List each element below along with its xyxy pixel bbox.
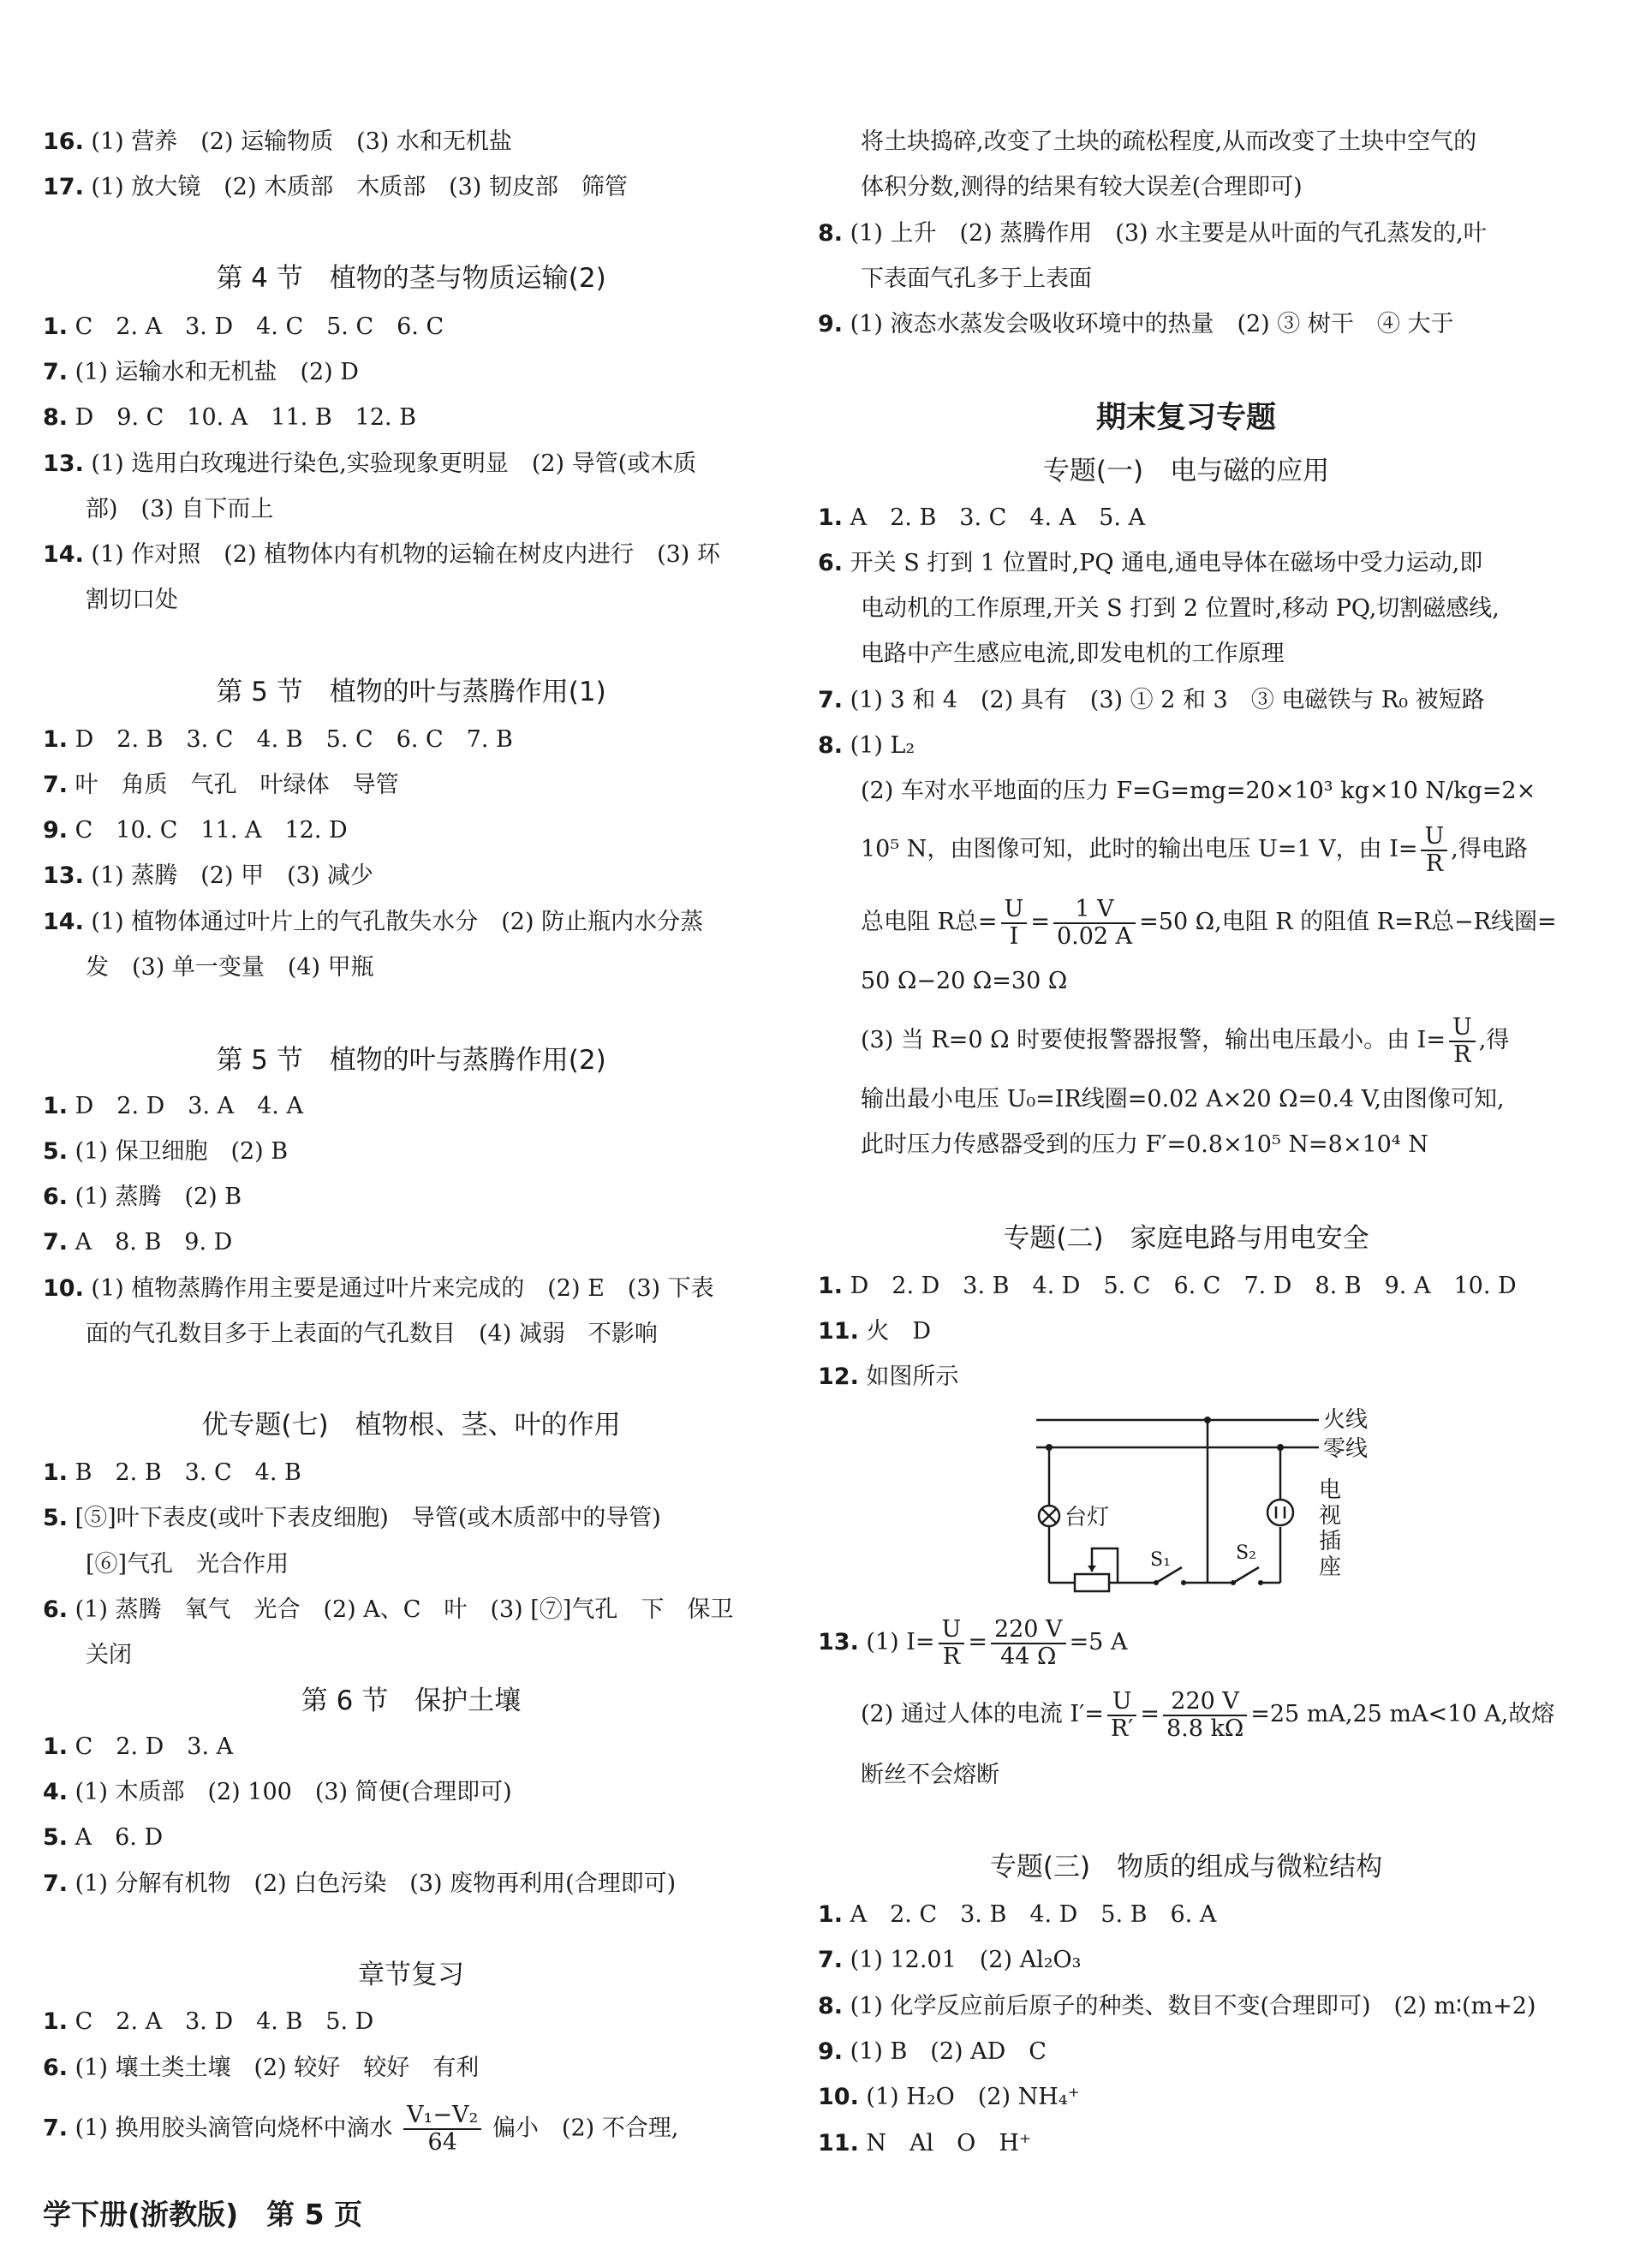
junction-dot bbox=[1204, 1417, 1211, 1423]
answer-line: [⑥]气孔 光合作用 bbox=[86, 1551, 289, 1578]
question-number: 1. bbox=[43, 1093, 69, 1119]
text-span: 偏小 (2) 不合理, bbox=[492, 2115, 679, 2142]
question-number: 5. bbox=[43, 1138, 69, 1165]
question-number: 9. bbox=[818, 2038, 844, 2065]
answer-line: 断丝不会熔断 bbox=[861, 1762, 999, 1788]
answer-line: 8. (1) L₂ bbox=[818, 732, 915, 759]
rheostat-icon bbox=[1075, 1574, 1109, 1591]
answer-line: 5. A 6. D bbox=[43, 1824, 164, 1851]
question-number: 17. bbox=[43, 174, 84, 200]
denominator: R bbox=[1425, 850, 1444, 877]
switch-contact-dot bbox=[1258, 1580, 1263, 1585]
answer-line: 1. D 2. D 3. B 4. D 5. C 6. C 7. D 8. B 9. A 10. D bbox=[818, 1273, 1517, 1299]
junction-dot bbox=[1277, 1444, 1284, 1451]
question-number: 1. bbox=[43, 313, 69, 340]
fraction bbox=[1001, 897, 1028, 950]
fraction bbox=[939, 1617, 965, 1670]
household-circuit-diagram bbox=[1023, 1403, 1375, 1602]
question-number: 5. bbox=[43, 1505, 69, 1531]
section-heading: 专题(三) 物质的组成与微粒结构 bbox=[989, 1852, 1383, 1882]
question-number: 6. bbox=[43, 1184, 69, 1210]
answer-line: 4. (1) 木质部 (2) 100 (3) 简便(合理即可) bbox=[43, 1779, 512, 1805]
question-number: 8. bbox=[818, 220, 844, 247]
text-span: 13. (1) I= bbox=[818, 1629, 935, 1656]
answer-line: 13. (1) 选用白玫瑰进行染色,实验现象更明显 (2) 导管(或木质 bbox=[43, 450, 697, 477]
question-number: 1. bbox=[43, 1459, 69, 1486]
answer-line: 下表面气孔多于上表面 bbox=[861, 265, 1092, 292]
question-number: 11. bbox=[818, 1318, 859, 1345]
fraction bbox=[991, 1617, 1066, 1670]
answer-line bbox=[861, 1687, 1554, 1742]
answer-line: 体积分数,测得的结果有较大误差(合理即可) bbox=[861, 174, 1303, 200]
numerator: U bbox=[939, 1617, 965, 1644]
answer-line: 16. (1) 营养 (2) 运输物质 (3) 水和无机盐 bbox=[43, 128, 512, 155]
section-heading: 专题(一) 电与磁的应用 bbox=[1042, 456, 1330, 486]
answer-line: 电路中产生感应电流,即发电机的工作原理 bbox=[861, 641, 1285, 667]
answer-line: 1. C 2. A 3. D 4. B 5. D bbox=[43, 2008, 374, 2035]
tv-socket-label: 插 bbox=[1319, 1529, 1342, 1554]
answer-line bbox=[818, 1615, 1127, 1670]
answer-line: 9. C 10. C 11. A 12. D bbox=[43, 817, 348, 844]
answer-line: 1. C 2. A 3. D 4. C 5. C 6. C bbox=[43, 313, 444, 340]
question-number: 5. bbox=[43, 1824, 69, 1851]
question-number: 11. bbox=[818, 2130, 859, 2157]
question-number: 7. bbox=[43, 772, 69, 798]
answer-line: 7. 叶 角质 气孔 叶绿体 导管 bbox=[43, 772, 399, 798]
numerator: U bbox=[1001, 897, 1028, 924]
answer-line: 11. 火 D bbox=[818, 1318, 932, 1345]
answer-line: 6. 开关 S 打到 1 位置时,PQ 通电,通电导体在磁场中受力运动,即 bbox=[818, 550, 1483, 576]
question-number: 7. bbox=[818, 687, 844, 713]
answer-line: 1. B 2. B 3. C 4. B bbox=[43, 1459, 301, 1486]
junction-dot bbox=[1046, 1444, 1053, 1451]
question-number: 13. bbox=[818, 1629, 859, 1656]
question-number: 6. bbox=[43, 2055, 69, 2081]
numerator: U bbox=[1107, 1689, 1136, 1716]
text-span: =5 A bbox=[1069, 1629, 1128, 1656]
section-heading: 专题(二) 家庭电路与用电安全 bbox=[1003, 1223, 1369, 1254]
question-number: 13. bbox=[43, 862, 84, 889]
fraction bbox=[403, 2103, 481, 2156]
numerator: V₁−V₂ bbox=[403, 2103, 481, 2130]
text-span: (2) 通过人体的电流 I′= bbox=[861, 1701, 1104, 1727]
text-span: = bbox=[1030, 909, 1050, 935]
answer-line: 5. [⑤]叶下表皮(或叶下表皮细胞) 导管(或木质部中的导管) bbox=[43, 1505, 661, 1531]
question-number: 9. bbox=[43, 817, 69, 844]
fraction bbox=[1421, 824, 1447, 877]
answer-line bbox=[861, 895, 1557, 950]
text-span: = bbox=[1140, 1701, 1160, 1727]
question-number: 8. bbox=[818, 1993, 844, 2019]
fraction bbox=[1107, 1689, 1136, 1742]
denominator: I bbox=[1009, 922, 1019, 950]
question-number: 1. bbox=[818, 504, 844, 531]
answer-line: 17. (1) 放大镜 (2) 木质部 木质部 (3) 韧皮部 筛管 bbox=[43, 174, 628, 200]
answer-line: 9. (1) 液态水蒸发会吸收环境中的热量 (2) ③ 树干 ④ 大于 bbox=[818, 311, 1454, 337]
denominator: 0.02 A bbox=[1056, 922, 1133, 950]
numerator: 220 V bbox=[991, 1617, 1066, 1644]
text-span: 总电阻 R总= bbox=[861, 909, 998, 935]
numerator: U bbox=[1449, 1015, 1476, 1042]
answer-line: 8. (1) 上升 (2) 蒸腾作用 (3) 水主要是从叶面的气孔蒸发的,叶 bbox=[818, 220, 1487, 247]
denominator: R bbox=[1453, 1041, 1471, 1068]
answer-line: 1. D 2. B 3. C 4. B 5. C 6. C 7. B bbox=[43, 726, 513, 753]
question-number: 1. bbox=[43, 2008, 69, 2035]
answer-line: 7. (1) 12.01 (2) Al₂O₃ bbox=[818, 1947, 1082, 1973]
chapter-heading: 期末复习专题 bbox=[1095, 401, 1276, 435]
switch-s2-icon bbox=[1233, 1567, 1259, 1583]
section-heading: 优专题(七) 植物根、茎、叶的作用 bbox=[201, 1410, 621, 1441]
answer-line: 输出最小电压 U₀=IR线圈=0.02 A×20 Ω=0.4 V,由图像可知, bbox=[861, 1086, 1505, 1113]
page-footer: 学下册(浙教版) 第 5 页 bbox=[43, 2198, 363, 2231]
section-heading: 第 6 节 保护土壤 bbox=[301, 1685, 522, 1716]
switch-contact-dot bbox=[1154, 1580, 1159, 1585]
question-number: 13. bbox=[43, 450, 84, 477]
question-number: 1. bbox=[818, 1901, 844, 1928]
question-number: 1. bbox=[43, 726, 69, 753]
question-number: 7. bbox=[818, 1947, 844, 1973]
answer-line: 13. (1) 蒸腾 (2) 甲 (3) 减少 bbox=[43, 862, 373, 889]
question-number: 7. bbox=[43, 2115, 69, 2142]
answer-line: 9. (1) B (2) AD C bbox=[818, 2038, 1047, 2065]
question-number: 8. bbox=[43, 404, 69, 431]
question-number: 1. bbox=[818, 1273, 844, 1299]
numerator: 1 V bbox=[1053, 897, 1136, 924]
answer-line: 10. (1) H₂O (2) NH₄⁺ bbox=[818, 2084, 1080, 2110]
answer-line: 部) (3) 自下而上 bbox=[86, 496, 274, 522]
denominator: R′ bbox=[1110, 1715, 1134, 1742]
answer-line: 将土块捣碎,改变了土块的疏松程度,从而改变了土块中空气的 bbox=[861, 128, 1477, 155]
question-number: 7. bbox=[43, 1870, 69, 1897]
answer-line bbox=[861, 1013, 1509, 1068]
denominator: 64 bbox=[427, 2129, 457, 2156]
denominator: R bbox=[942, 1643, 961, 1670]
answer-line: 8. D 9. C 10. A 11. B 12. B bbox=[43, 404, 417, 431]
text-span: ,得电路 bbox=[1451, 836, 1528, 862]
tv-socket-label: 电 bbox=[1319, 1477, 1342, 1503]
answer-line: 14. (1) 植物体通过叶片上的气孔散失水分 (2) 防止瓶内水分蒸 bbox=[43, 909, 704, 935]
text-span: (3) 当 R=0 Ω 时要使报警器报警，输出电压最小。由 I= bbox=[861, 1027, 1446, 1053]
question-number: 14. bbox=[43, 541, 84, 568]
switch-contact-dot bbox=[1231, 1580, 1236, 1585]
section-heading: 第 5 节 植物的叶与蒸腾作用(2) bbox=[216, 1045, 606, 1076]
question-number: 1. bbox=[43, 1733, 69, 1760]
answer-line: (2) 车对水平地面的压力 F=G=mg=20×10³ kg×10 N/kg=2× bbox=[861, 778, 1536, 804]
answer-line: 6. (1) 壤土类土壤 (2) 较好 较好 有利 bbox=[43, 2055, 480, 2081]
denominator: 8.8 kΩ bbox=[1166, 1715, 1244, 1742]
question-number: 9. bbox=[818, 311, 844, 337]
answer-line: 5. (1) 保卫细胞 (2) B bbox=[43, 1138, 289, 1165]
answer-line: 7. (1) 分解有机物 (2) 白色污染 (3) 废物再利用(合理即可) bbox=[43, 1870, 677, 1897]
answer-line: 14. (1) 作对照 (2) 植物体内有机物的运输在树皮内进行 (3) 环 bbox=[43, 541, 720, 568]
tv-socket-label: 视 bbox=[1319, 1503, 1342, 1529]
fraction bbox=[1449, 1015, 1476, 1068]
question-number: 6. bbox=[818, 550, 844, 576]
answer-line bbox=[861, 822, 1528, 877]
text-span: = bbox=[968, 1629, 987, 1656]
question-number: 6. bbox=[43, 1596, 69, 1623]
text-span: ,得 bbox=[1478, 1027, 1510, 1053]
question-number: 8. bbox=[818, 732, 844, 759]
answer-line: 电动机的工作原理,开关 S 打到 2 位置时,移动 PQ,切割磁感线, bbox=[861, 595, 1500, 622]
answer-line: 12. 如图所示 bbox=[818, 1363, 959, 1390]
switch-s2-label: S₂ bbox=[1236, 1542, 1256, 1564]
question-number: 16. bbox=[43, 128, 84, 155]
tv-socket-icon bbox=[1267, 1500, 1293, 1525]
switch-contact-dot bbox=[1181, 1580, 1186, 1585]
answer-line: 1. A 2. C 3. B 4. D 5. B 6. A bbox=[818, 1901, 1217, 1928]
answer-line: 1. A 2. B 3. C 4. A 5. A bbox=[818, 504, 1145, 531]
answer-line: 7. (1) 3 和 4 (2) 具有 (3) ① 2 和 3 ③ 电磁铁与 R₀ 被短路 bbox=[818, 687, 1485, 713]
fraction bbox=[1053, 897, 1136, 950]
denominator: 44 Ω bbox=[1000, 1643, 1057, 1670]
tv-socket-label: 座 bbox=[1319, 1554, 1342, 1580]
answer-line: 11. N Al O H⁺ bbox=[818, 2130, 1032, 2157]
numerator: 220 V bbox=[1163, 1689, 1247, 1716]
neutral-label: 零线 bbox=[1323, 1436, 1369, 1462]
question-number: 12. bbox=[818, 1363, 859, 1390]
question-number: 10. bbox=[43, 1275, 84, 1302]
answer-line: 8. (1) 化学反应前后原子的种类、数目不变(合理即可) (2) m∶(m+2) bbox=[818, 1993, 1536, 2019]
answer-line: 此时压力传感器受到的压力 F′=0.8×10⁵ N=8×10⁴ N bbox=[861, 1131, 1428, 1158]
question-number: 7. bbox=[43, 1229, 69, 1256]
answer-line bbox=[43, 2103, 678, 2156]
rheostat-arrowhead-icon bbox=[1088, 1566, 1096, 1572]
text-span: 7. (1) 换用胶头滴管向烧杯中滴水 bbox=[43, 2115, 393, 2142]
section-heading: 第 5 节 植物的叶与蒸腾作用(1) bbox=[216, 677, 606, 707]
lamp-label: 台灯 bbox=[1065, 1505, 1110, 1530]
answer-line: 7. A 8. B 9. D bbox=[43, 1229, 233, 1256]
answer-line: 6. (1) 蒸腾 氧气 光合 (2) A、C 叶 (3) [⑦]气孔 下 保卫 bbox=[43, 1596, 734, 1623]
question-number: 4. bbox=[43, 1779, 69, 1805]
answer-line: 发 (3) 单一变量 (4) 甲瓶 bbox=[86, 954, 374, 981]
text-span: =50 Ω,电阻 R 的阻值 R=R总−R线圈= bbox=[1139, 909, 1557, 935]
question-number: 10. bbox=[818, 2084, 859, 2110]
question-number: 7. bbox=[43, 359, 69, 385]
answer-line: 割切口处 bbox=[86, 587, 178, 613]
numerator: U bbox=[1421, 824, 1447, 851]
text-span: =25 mA,25 mA<10 A,故熔 bbox=[1250, 1701, 1555, 1727]
answer-line: 1. D 2. D 3. A 4. A bbox=[43, 1093, 303, 1119]
answer-line: 7. (1) 运输水和无机盐 (2) D bbox=[43, 359, 359, 385]
text-span: 10⁵ N，由图像可知，此时的输出电压 U=1 V，由 I= bbox=[861, 836, 1418, 862]
live-label: 火线 bbox=[1323, 1407, 1369, 1433]
answer-line: 1. C 2. D 3. A bbox=[43, 1733, 234, 1760]
section-heading: 章节复习 bbox=[358, 1960, 464, 1990]
answer-line: 50 Ω−20 Ω=30 Ω bbox=[861, 968, 1068, 994]
answer-line: 10. (1) 植物蒸腾作用主要是通过叶片来完成的 (2) E (3) 下表 bbox=[43, 1275, 714, 1302]
answer-line: 面的气孔数目多于上表面的气孔数目 (4) 减弱 不影响 bbox=[86, 1321, 658, 1347]
fraction bbox=[1163, 1689, 1247, 1742]
question-number: 14. bbox=[43, 909, 84, 935]
switch-s1-label: S₁ bbox=[1150, 1549, 1171, 1571]
section-heading: 第 4 节 植物的茎与物质运输(2) bbox=[216, 263, 606, 294]
answer-line: 关闭 bbox=[86, 1642, 132, 1668]
answer-line: 6. (1) 蒸腾 (2) B bbox=[43, 1184, 242, 1210]
